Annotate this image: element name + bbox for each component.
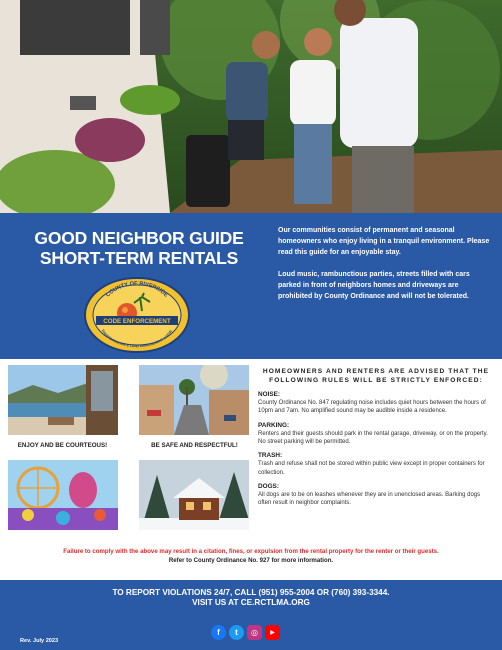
twitter-icon[interactable]: t [229, 625, 244, 640]
youtube-icon[interactable]: ▶ [265, 625, 280, 640]
rule-body: Renters and their guests should park in the rental garage, driveway, or on the property. No street parking will be permitted. [258, 430, 488, 446]
rule-dogs [258, 483, 494, 508]
warning-line-2: Refer to County Ordinance No. 927 for more information. [168, 556, 334, 564]
rule-body: Trash and refuse shall not be stored within public view except in proper containers for collection. [258, 461, 485, 476]
footer-band [0, 580, 502, 650]
warning-line-1: Failure to comply with the above may result in a citation, fines, or expulsion from the rental property for the renter or their guests. [63, 548, 439, 555]
rule-body: All dogs are to be on leashes whenever they are in unenclosed areas. Barking dogs often result in neighbor complaints. [258, 492, 481, 507]
intro-text [278, 225, 490, 313]
rules-section [258, 367, 494, 507]
rules-heading: HOMEOWNERS AND RENTERS ARE ADVISED THAT THE FOLLOWING RULES WILL BE STRICTLY ENFORCED: [262, 368, 490, 384]
title-line-2: SHORT-TERM RENTALS [39, 248, 239, 268]
rule-noise [258, 391, 494, 416]
seal-bottom-text: RANSPORTATION & LAND MANAGEMENT AGENC [100, 328, 174, 349]
revision-date: Rev. July 2023 [20, 638, 59, 644]
rule-body: County Ordinance No. 847 regulating noise includes quiet hours between the hours of 10pm and 7am. No amplified sound may be audible inside a residence. [258, 400, 486, 415]
rule-trash [258, 452, 494, 477]
photo-downtown-street [139, 365, 249, 435]
report-phone-line: TO REPORT VIOLATIONS 24/7, CALL (951) 955-2004 OR (760) 393-3344. [112, 588, 390, 597]
photo-lakeside-patio [8, 365, 118, 435]
seal-ribbon-text: CODE ENFORCEMENT [103, 318, 171, 325]
report-website-link[interactable]: VISIT US AT CE.RCTLMA.ORG [192, 598, 310, 607]
caption-enjoy-courteous: ENJOY AND BE COURTEOUS! [17, 442, 108, 449]
rule-parking [258, 422, 494, 447]
rule-title: PARKING: [258, 421, 290, 429]
facebook-icon[interactable]: f [211, 625, 226, 640]
social-links [211, 625, 280, 641]
rule-title: NOISE: [258, 391, 281, 398]
intro-band [0, 213, 502, 359]
photo-amusement-park [8, 460, 118, 530]
county-seal-logo [82, 275, 192, 353]
hero-photo [0, 0, 502, 213]
seal-top-text: COUNTY OF RIVERSIDE [105, 280, 169, 299]
instagram-icon[interactable]: ◎ [247, 625, 262, 640]
rule-title: DOGS: [258, 482, 279, 490]
report-info [0, 588, 502, 608]
compliance-warning [10, 548, 492, 565]
intro-paragraph-1: Our communities consist of permanent and seasonal homeowners who enjoy living in a tranquil environment. Please read this guide for an enjoyable stay. [278, 227, 490, 256]
intro-paragraph-2: Loud music, rambunctious parties, streets filled with cars parked in front of neighbors homes and driveways are prohibited by County Ordinance and will not be tolerated. [278, 271, 470, 300]
caption-safe-respectful: BE SAFE AND RESPECTFUL! [151, 442, 238, 449]
rule-title: TRASH: [258, 452, 283, 460]
photo-snowy-cabin [139, 460, 249, 530]
guide-title [12, 228, 266, 268]
title-line-1: GOOD NEIGHBOR GUIDE [34, 228, 244, 248]
